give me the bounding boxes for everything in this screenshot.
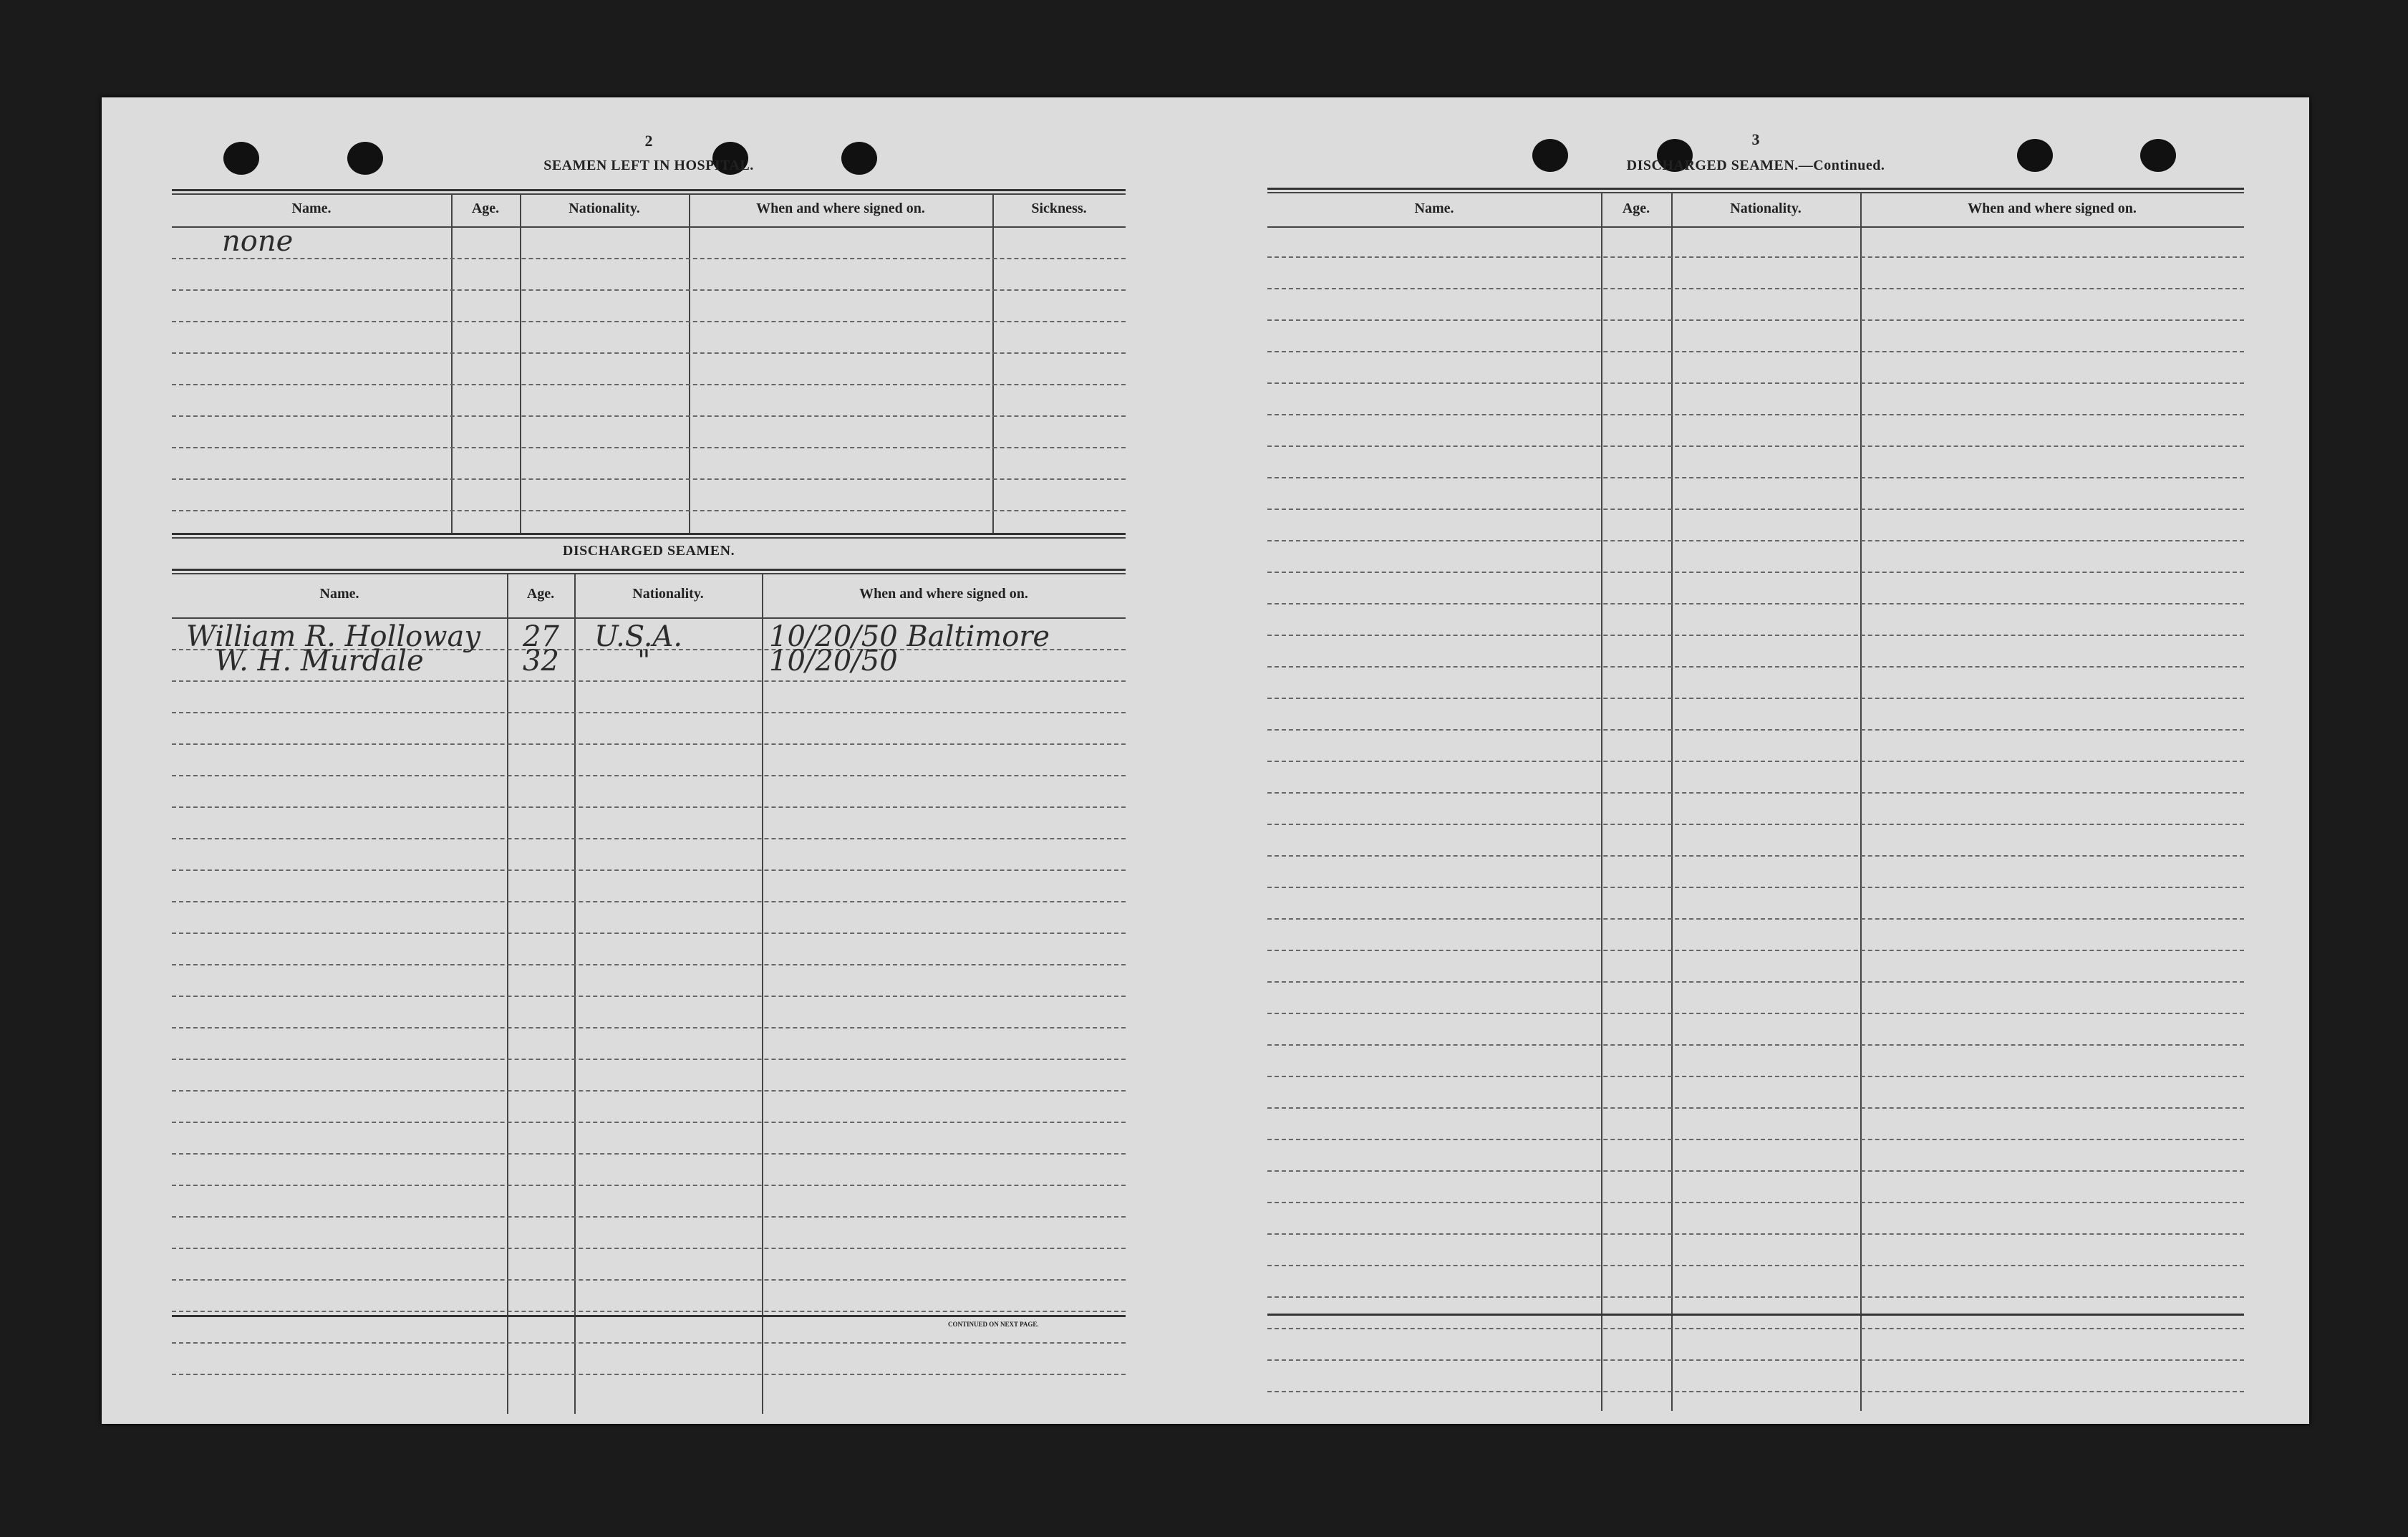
entry-line (172, 1059, 1126, 1060)
continued-note: CONTINUED ON NEXT PAGE. (948, 1321, 1039, 1328)
header-rule (1267, 188, 2244, 193)
entry-line (172, 321, 1126, 322)
entry-line (1267, 981, 2244, 983)
page-number: 3 (1751, 130, 1760, 148)
entry-line (172, 1279, 1126, 1281)
discharged-nationality: U.S.A. (594, 620, 683, 653)
entry-line (1267, 729, 2244, 731)
header-rule (172, 189, 1126, 195)
col-header-signed-on: When and where signed on. (859, 586, 1028, 602)
col-header-sickness: Sickness. (1031, 201, 1087, 216)
discharged-continued-title: DISCHARGED SEAMEN.—Continued. (1626, 158, 1885, 173)
col-header-nationality: Nationality. (569, 201, 640, 216)
entry-line (172, 415, 1126, 417)
column-divider (1601, 193, 1602, 1411)
entry-line (172, 1027, 1126, 1028)
entry-line (1267, 445, 2244, 447)
entry-line (1267, 288, 2244, 289)
col-header-signed-on: When and where signed on. (756, 201, 925, 216)
entry-line (172, 838, 1126, 839)
entry-line (172, 869, 1126, 871)
entry-line (1267, 1265, 2244, 1266)
entry-line (172, 1185, 1126, 1186)
entry-line (1267, 1044, 2244, 1046)
entry-line (172, 901, 1126, 902)
col-header-name: Name. (1414, 201, 1454, 216)
entry-line (172, 1216, 1126, 1218)
entry-line (1267, 1076, 2244, 1077)
discharged-section-title: DISCHARGED SEAMEN. (562, 543, 735, 559)
column-divider (520, 195, 521, 533)
entry-line (172, 384, 1126, 385)
col-header-age: Age. (526, 586, 555, 602)
col-header-name: Name. (319, 586, 359, 602)
left-page (172, 97, 1126, 1387)
column-divider (451, 195, 453, 533)
entry-line (1267, 1296, 2244, 1298)
entry-line (1267, 761, 2244, 762)
entry-line (172, 1311, 1126, 1312)
column-header-rule (172, 226, 1126, 228)
right-page (1267, 97, 2244, 1387)
discharged-continued-table (1267, 193, 2244, 1411)
entry-line (1267, 477, 2244, 478)
column-divider (1671, 193, 1673, 1411)
column-header-rule (172, 617, 1126, 619)
entry-line (1267, 256, 2244, 258)
entry-line (1267, 382, 2244, 384)
entry-line (172, 1090, 1126, 1092)
entry-line (1267, 572, 2244, 573)
discharged-age: 32 (523, 645, 559, 678)
table-bottom-rule (1267, 1314, 2244, 1316)
entry-line (1267, 1202, 2244, 1203)
entry-line (1267, 1170, 2244, 1172)
entry-line (172, 352, 1126, 354)
document-sheet (102, 97, 2309, 1424)
entry-line (1267, 887, 2244, 888)
col-header-age: Age. (471, 201, 500, 216)
column-divider (762, 574, 763, 1414)
entry-line (172, 447, 1126, 448)
entry-line (1267, 1107, 2244, 1109)
entry-line (172, 775, 1126, 776)
entry-line (172, 1248, 1126, 1249)
entry-line (172, 933, 1126, 934)
column-header-rule (1267, 226, 2244, 228)
entry-line (172, 258, 1126, 259)
entry-line (172, 1153, 1126, 1155)
col-header-name: Name. (291, 201, 332, 216)
section-rule (172, 569, 1126, 574)
entry-line (1267, 666, 2244, 668)
entry-line (1267, 1013, 2244, 1014)
entry-line (1267, 351, 2244, 352)
entry-line (172, 712, 1126, 713)
discharged-age: 27 (523, 620, 559, 653)
entry-line (172, 1342, 1126, 1344)
col-header-nationality: Nationality. (632, 586, 704, 602)
col-header-nationality: Nationality. (1730, 201, 1802, 216)
discharged-name: William R. Holloway (186, 620, 480, 653)
table-bottom-rule (172, 1315, 1126, 1317)
discharged-table (172, 574, 1126, 1414)
entry-line (1267, 792, 2244, 794)
entry-line (1267, 918, 2244, 920)
entry-line (1267, 319, 2244, 321)
entry-line (1267, 1328, 2244, 1329)
hospital-table (172, 195, 1126, 533)
entry-line (1267, 698, 2244, 699)
entry-line (1267, 1391, 2244, 1392)
entry-line (172, 510, 1126, 511)
entry-line (172, 964, 1126, 965)
entry-line (172, 1374, 1126, 1375)
column-divider (574, 574, 576, 1414)
section-rule (172, 533, 1126, 539)
entry-line (172, 996, 1126, 997)
entry-line (172, 743, 1126, 745)
entry-line (1267, 603, 2244, 604)
entry-line (1267, 1233, 2244, 1235)
discharged-signed-on: 10/20/50 Baltimore (769, 620, 1050, 653)
col-header-signed-on: When and where signed on. (1968, 201, 2137, 216)
entry-line (172, 289, 1126, 291)
discharged-name: W. H. Murdale (215, 645, 424, 678)
hospital-section-title: SEAMEN LEFT IN HOSPITAL. (543, 158, 754, 173)
discharged-nationality: " (637, 645, 651, 678)
discharged-signed-on: 10/20/50 (769, 645, 898, 678)
entry-line (1267, 855, 2244, 857)
entry-line (1267, 540, 2244, 541)
entry-line (1267, 1359, 2244, 1361)
col-header-age: Age. (1622, 201, 1650, 216)
page-number: 2 (644, 132, 653, 150)
entry-line (172, 478, 1126, 480)
entry-line (1267, 414, 2244, 415)
entry-line (172, 1122, 1126, 1123)
entry-line (1267, 1139, 2244, 1140)
column-divider (507, 574, 508, 1414)
hospital-entry-text: none (222, 225, 294, 258)
entry-line (172, 806, 1126, 808)
entry-line (1267, 635, 2244, 636)
entry-line (1267, 950, 2244, 951)
entry-line (172, 680, 1126, 682)
column-divider (1860, 193, 1862, 1411)
entry-line (1267, 824, 2244, 825)
column-divider (689, 195, 690, 533)
column-divider (992, 195, 994, 533)
entry-line (1267, 509, 2244, 510)
